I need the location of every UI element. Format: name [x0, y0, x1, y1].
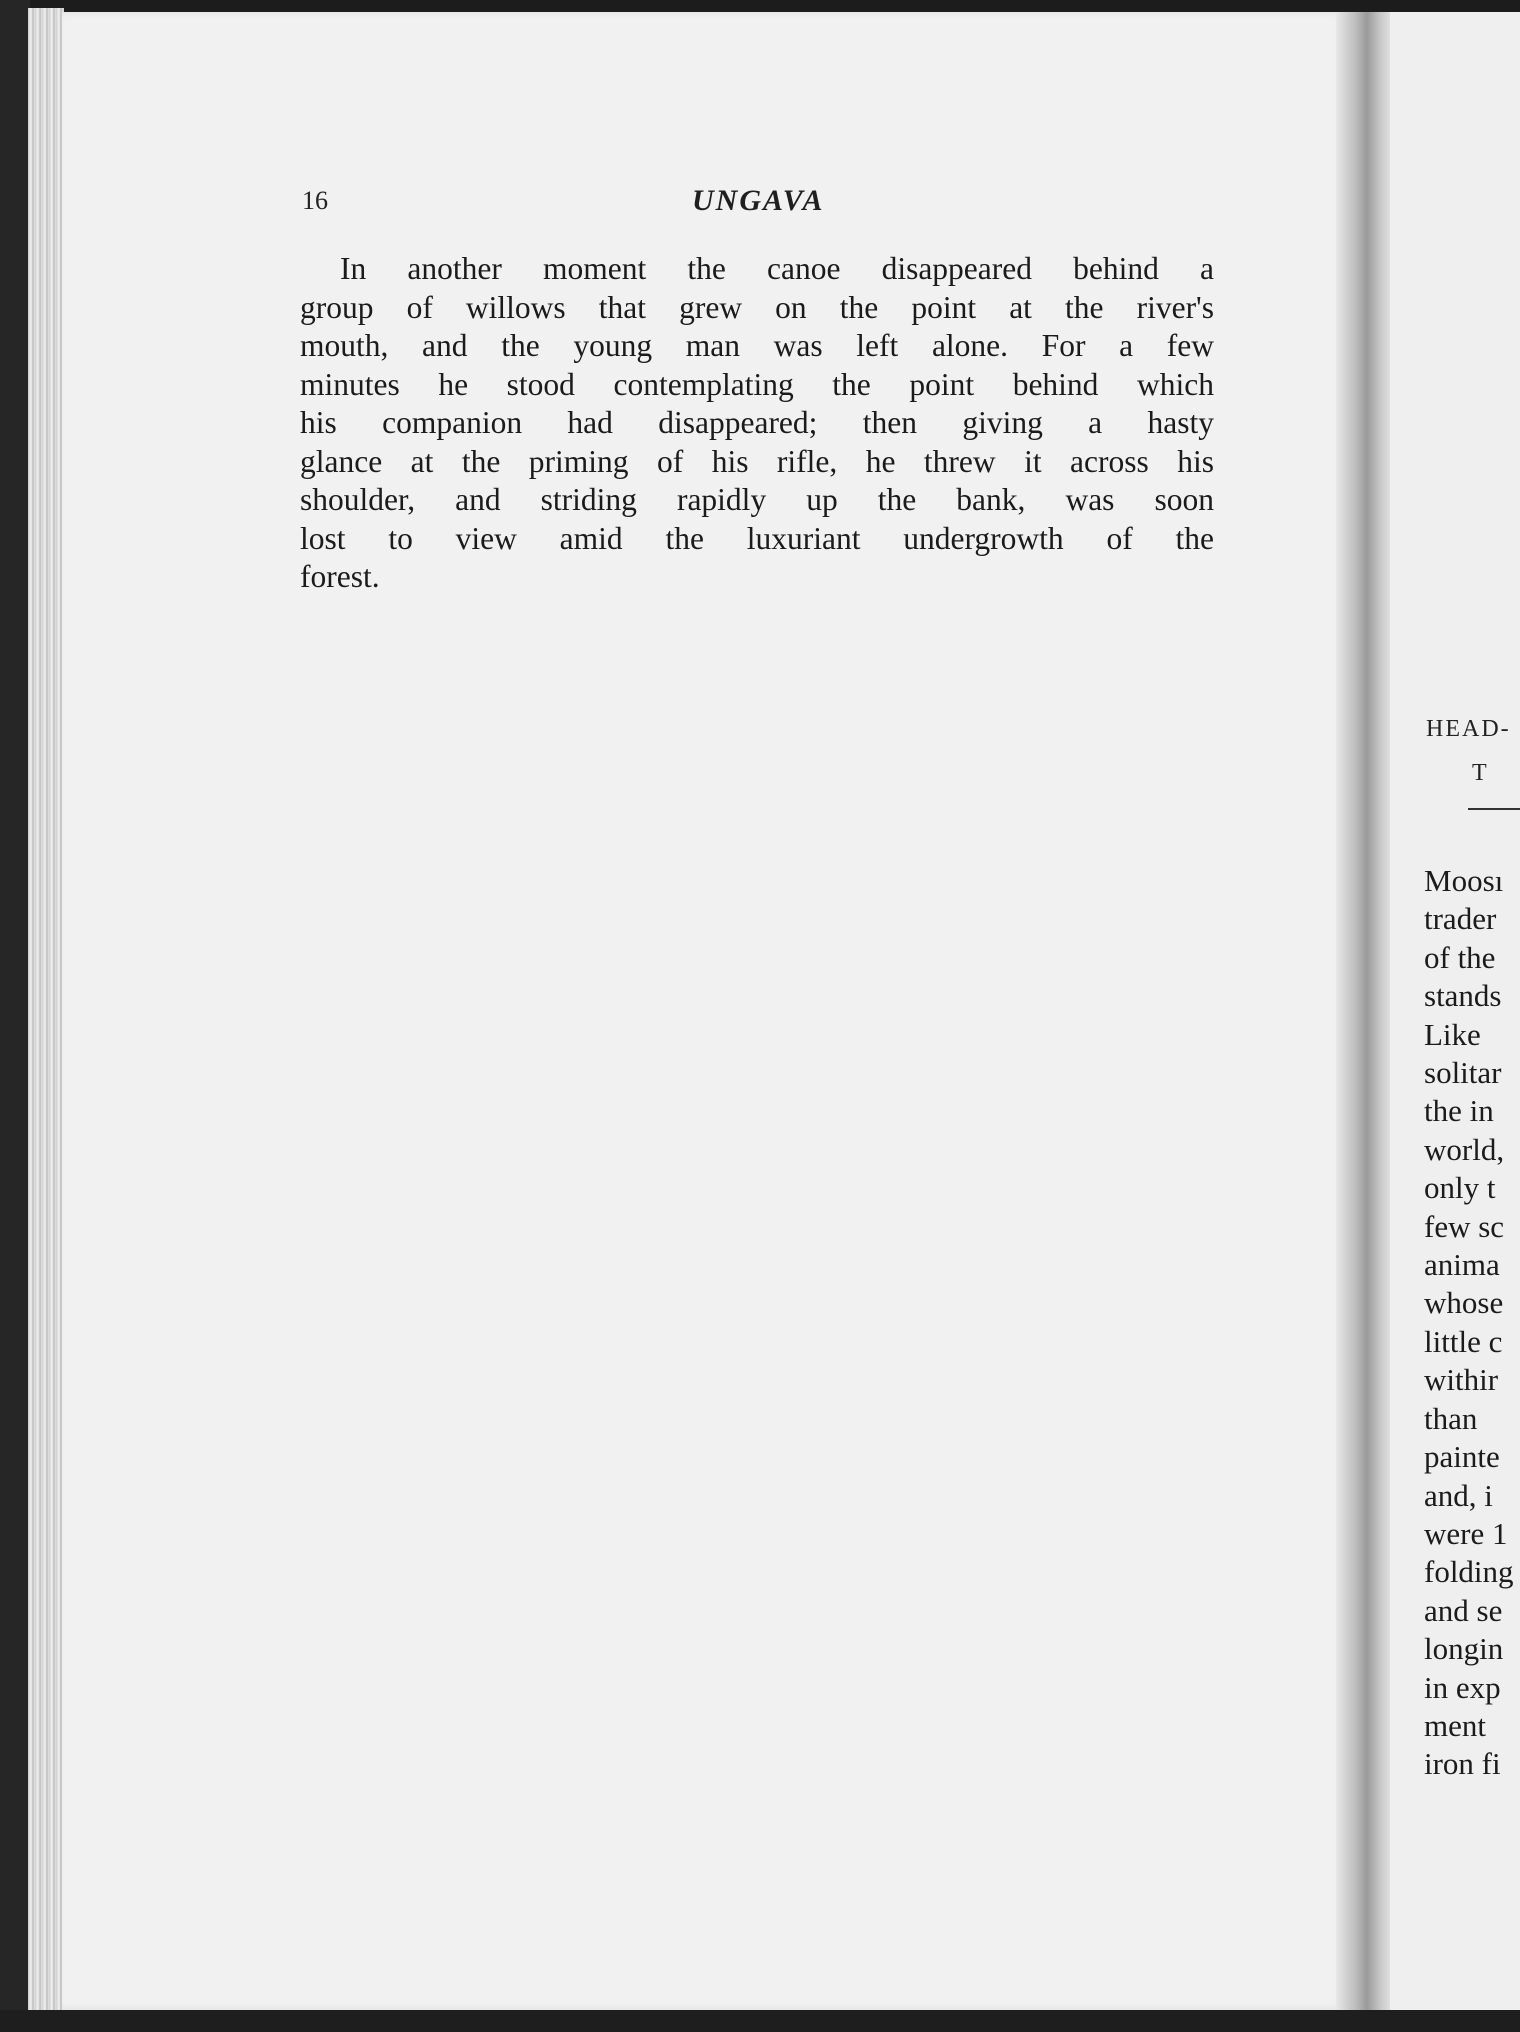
paragraph: [300, 250, 1214, 597]
text-line: longin: [1424, 1631, 1504, 1667]
text-line: world,: [1424, 1131, 1505, 1167]
text-line: anima: [1424, 1247, 1500, 1283]
right-page-subheading: T: [1472, 760, 1487, 786]
right-page-text: [1424, 862, 1514, 1784]
text-line: withir: [1424, 1362, 1499, 1398]
text-line: ment: [1424, 1707, 1486, 1743]
text-line: whose: [1424, 1285, 1504, 1321]
running-head: UNGAVA: [692, 184, 825, 217]
text-line: little c: [1424, 1323, 1503, 1359]
text-line: his companion had disappeared; then giving a hasty: [300, 405, 1214, 440]
page-edges-stack: [28, 8, 64, 2010]
text-line: and se: [1424, 1592, 1503, 1628]
text-line: forest.: [300, 559, 380, 594]
book-gutter: [1336, 12, 1392, 2010]
text-line: in exp: [1424, 1669, 1501, 1705]
scan-left-border: [0, 0, 30, 2032]
text-line: folding: [1424, 1554, 1514, 1590]
text-line: trader: [1424, 901, 1497, 937]
text-line: group of willows that grew on the point at the river's: [300, 289, 1214, 325]
text-line: of the: [1424, 939, 1496, 975]
text-line: Moosı: [1424, 863, 1504, 898]
text-line: were 1: [1424, 1515, 1508, 1551]
text-line: Like: [1424, 1016, 1481, 1052]
text-line: the in: [1424, 1093, 1494, 1129]
text-line: few sc: [1424, 1208, 1505, 1244]
right-page: [1390, 12, 1520, 2010]
text-line: lost to view amid the luxuriant undergrowth of the: [300, 520, 1214, 556]
text-line: stands: [1424, 978, 1502, 1014]
text-line: glance at the priming of his rifle, he threw it across his: [300, 443, 1214, 479]
text-line: solitar: [1424, 1055, 1502, 1091]
text-line: painte: [1424, 1439, 1500, 1475]
text-line: shoulder, and striding rapidly up the bank, was soon: [300, 482, 1214, 517]
text-line: iron fi: [1424, 1746, 1501, 1782]
text-line: In another moment the canoe disappeared behind a: [340, 251, 1214, 286]
text-line: mouth, and the young man was left alone. For a few: [300, 328, 1214, 363]
text-line: only t: [1424, 1170, 1496, 1206]
right-page-rule: [1468, 808, 1520, 810]
right-page-heading: HEAD-: [1426, 716, 1511, 742]
scan-bottom-border: [0, 2010, 1520, 2032]
text-line: minutes he stood contemplating the point behind which: [300, 366, 1214, 402]
text-line: than: [1424, 1400, 1478, 1436]
page-number: 16: [302, 186, 328, 215]
text-line: and, i: [1424, 1477, 1493, 1513]
